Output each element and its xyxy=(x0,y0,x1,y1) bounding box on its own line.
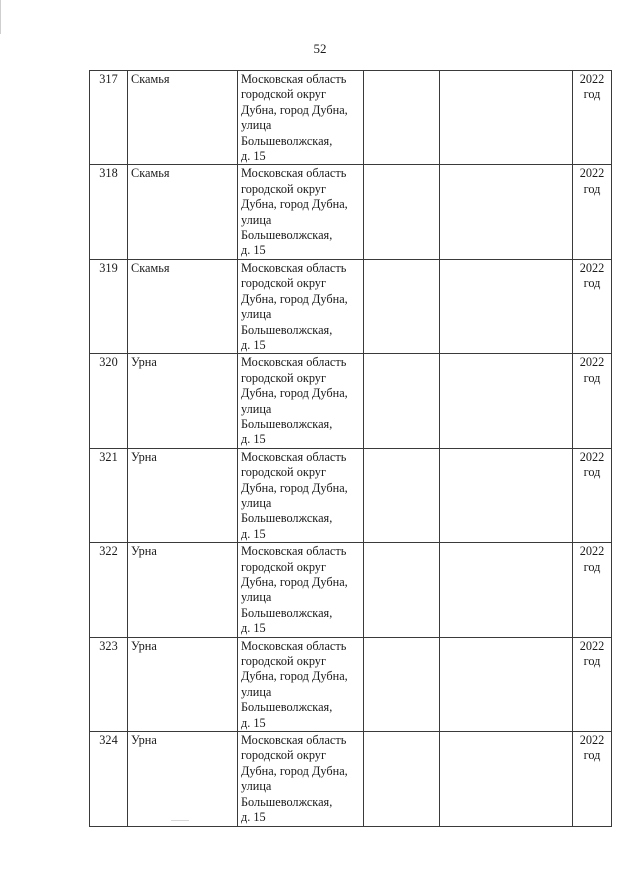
address-line: улица xyxy=(241,307,272,322)
year-cell xyxy=(573,354,612,448)
empty-cell xyxy=(364,637,440,731)
empty-cell xyxy=(440,637,573,731)
address-line: городской округ xyxy=(241,559,326,574)
address-line: Дубна, город Дубна, xyxy=(241,669,348,684)
address-line: Дубна, город Дубна, xyxy=(241,575,348,589)
address-line: Большеволжская, xyxy=(241,794,333,809)
row-number-cell: 323 xyxy=(90,637,128,731)
address-line: Дубна, город Дубна, xyxy=(241,386,348,401)
empty-cell xyxy=(364,165,440,259)
address-line: улица xyxy=(241,684,272,699)
item-name-cell: Урна xyxy=(128,448,238,542)
address-line: Московская область xyxy=(241,449,347,464)
address-cell xyxy=(238,259,364,353)
year-line: год xyxy=(583,87,601,102)
year-line: год xyxy=(583,748,601,763)
address-line: д. 15 xyxy=(241,432,266,447)
page-number: 52 xyxy=(313,41,327,56)
address-line: Дубна, город Дубна, xyxy=(241,291,348,306)
year-line: год xyxy=(583,559,601,574)
address-line: д. 15 xyxy=(241,715,266,730)
address-line: городской округ xyxy=(241,87,326,102)
empty-cell xyxy=(440,732,573,826)
year-line: год xyxy=(583,276,601,291)
year-cell xyxy=(573,71,612,165)
empty-cell xyxy=(440,543,573,637)
empty-cell xyxy=(440,448,573,542)
address-cell xyxy=(238,354,364,448)
address-line: д. 15 xyxy=(241,621,266,636)
address-line: городской округ xyxy=(241,181,326,196)
row-number-cell: 324 xyxy=(90,732,128,826)
address-line: Большеволжская, xyxy=(241,322,333,337)
page-edge-mark xyxy=(0,0,1,34)
item-name-cell: Урна xyxy=(128,543,238,637)
row-number-cell: 320 xyxy=(90,354,128,448)
empty-cell xyxy=(364,259,440,353)
year-line: 2022 xyxy=(579,449,605,464)
address-line: улица xyxy=(241,779,272,794)
year-cell xyxy=(573,259,612,353)
year-line: год xyxy=(583,370,601,385)
address-line: Большеволжская, xyxy=(241,511,333,526)
address-line: д. 15 xyxy=(241,243,266,258)
table-row xyxy=(90,354,612,448)
year-line: 2022 xyxy=(579,638,605,653)
empty-cell xyxy=(364,543,440,637)
address-line: д. 15 xyxy=(241,149,266,164)
table-row xyxy=(90,732,612,826)
address-cell xyxy=(238,71,364,165)
row-number-cell: 317 xyxy=(90,71,128,165)
address-line: Московская область xyxy=(241,260,347,275)
year-line: год xyxy=(583,181,601,196)
address-line: городской округ xyxy=(241,465,326,480)
year-line: 2022 xyxy=(579,260,605,275)
table-row xyxy=(90,71,612,165)
registry-table-body xyxy=(90,71,612,827)
year-line: 2022 xyxy=(579,72,605,86)
address-cell xyxy=(238,732,364,826)
empty-cell xyxy=(440,354,573,448)
table-row xyxy=(90,165,612,259)
item-name-cell: Скамья xyxy=(128,71,238,165)
address-line: Дубна, город Дубна, xyxy=(241,102,348,117)
item-name-cell: Урна xyxy=(128,637,238,731)
year-line: 2022 xyxy=(579,733,605,748)
address-line: Московская область xyxy=(241,544,347,559)
address-line: улица xyxy=(241,590,272,605)
item-name-cell: Урна xyxy=(128,354,238,448)
empty-cell xyxy=(364,448,440,542)
item-name-cell: Урна xyxy=(128,732,238,826)
address-line: д. 15 xyxy=(241,810,266,825)
address-line: улица xyxy=(241,495,272,510)
address-line: городской округ xyxy=(241,370,326,385)
address-line: Московская область xyxy=(241,638,347,653)
row-number-cell: 319 xyxy=(90,259,128,353)
empty-cell xyxy=(364,71,440,165)
year-cell xyxy=(573,165,612,259)
address-line: Большеволжская, xyxy=(241,416,333,431)
empty-cell xyxy=(364,732,440,826)
empty-cell xyxy=(440,165,573,259)
address-cell xyxy=(238,637,364,731)
row-number-cell: 322 xyxy=(90,543,128,637)
address-line: Большеволжская, xyxy=(241,700,333,715)
address-line: городской округ xyxy=(241,276,326,291)
address-line: улица xyxy=(241,401,272,416)
table-row xyxy=(90,259,612,353)
empty-cell xyxy=(440,71,573,165)
address-line: городской округ xyxy=(241,654,326,669)
scan-artifact xyxy=(171,820,189,821)
address-line: Московская область xyxy=(241,72,347,86)
year-line: 2022 xyxy=(579,355,605,370)
address-line: Московская область xyxy=(241,355,347,370)
address-line: Большеволжская, xyxy=(241,133,333,148)
row-number-cell: 321 xyxy=(90,448,128,542)
address-line: Дубна, город Дубна, xyxy=(241,197,348,212)
address-line: Большеволжская, xyxy=(241,228,333,243)
item-name-cell: Скамья xyxy=(128,259,238,353)
address-line: Московская область xyxy=(241,166,347,181)
address-cell xyxy=(238,448,364,542)
table-row xyxy=(90,543,612,637)
address-line: улица xyxy=(241,118,272,133)
year-line: 2022 xyxy=(579,544,605,559)
year-line: год xyxy=(583,465,601,480)
year-cell xyxy=(573,732,612,826)
item-name-cell: Скамья xyxy=(128,165,238,259)
address-line: Дубна, город Дубна, xyxy=(241,480,348,495)
empty-cell xyxy=(364,354,440,448)
address-line: д. 15 xyxy=(241,337,266,352)
table-row xyxy=(90,448,612,542)
registry-table xyxy=(89,70,612,827)
row-number-cell: 318 xyxy=(90,165,128,259)
empty-cell xyxy=(440,259,573,353)
address-line: Большеволжская, xyxy=(241,605,333,620)
address-line: городской округ xyxy=(241,748,326,763)
address-line: улица xyxy=(241,212,272,227)
address-line: Московская область xyxy=(241,733,347,748)
year-cell xyxy=(573,637,612,731)
year-line: год xyxy=(583,654,601,669)
year-cell xyxy=(573,543,612,637)
table-row xyxy=(90,637,612,731)
address-cell xyxy=(238,165,364,259)
address-line: Дубна, город Дубна, xyxy=(241,763,348,778)
year-cell xyxy=(573,448,612,542)
address-cell xyxy=(238,543,364,637)
address-line: д. 15 xyxy=(241,526,266,541)
year-line: 2022 xyxy=(579,166,605,181)
